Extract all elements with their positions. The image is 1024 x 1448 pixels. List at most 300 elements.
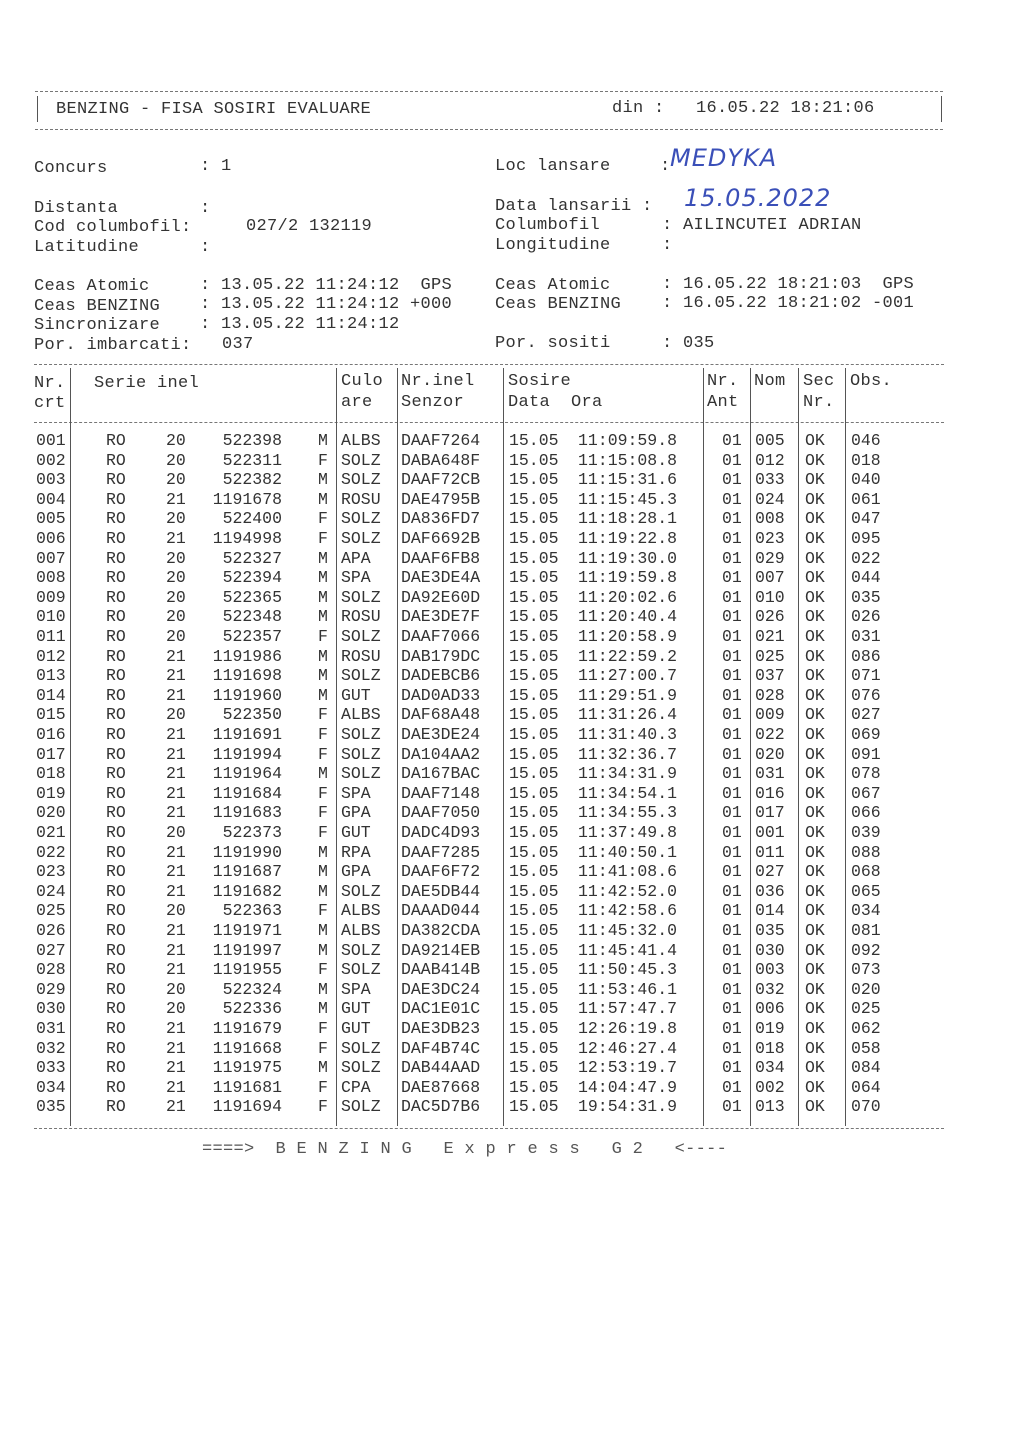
cell-sensor: DAF68A48 [401,705,481,725]
cell-ring: 522400 [222,509,282,529]
cell-ant: 01 [722,921,742,940]
longitudine-label: Longitudine [495,236,611,255]
cell-sex: M [318,548,328,568]
cell-ant: 01 [722,999,742,1019]
cell-date: 15.05 [509,568,559,588]
cell-sex: M [318,862,328,882]
cell-nom: 036 [755,881,785,901]
cell-ring: 522365 [222,587,282,607]
cell-year: 21 [166,1097,186,1117]
cell-country: RO [106,685,126,705]
cell-sec: OK [805,646,825,666]
cell-year: 20 [166,979,186,999]
cell-nom: 031 [755,764,785,784]
cell-nr: 022 [36,842,66,862]
cell-nom: 021 [755,627,785,646]
cell-sensor: DAB44AAD [401,1058,481,1078]
ceas-atomic-start-label: Ceas Atomic [34,277,150,296]
cell-ring: 1191694 [212,1097,282,1117]
cell-obs: 070 [851,1097,881,1117]
cell-time: 12:26:19.8 [578,1019,678,1038]
cell-sensor: DA382CDA [401,921,481,940]
col-sosire-2: Data Ora [508,393,603,412]
cell-ant: 01 [722,803,742,823]
cell-sec: OK [805,881,825,901]
cell-date: 15.05 [509,744,559,764]
cell-ring: 1191691 [212,725,282,744]
cell-sec: OK [805,725,825,744]
cell-ring: 1191960 [212,685,282,705]
cell-date: 15.05 [509,1038,559,1058]
distanta-label: Distanta [34,199,119,218]
cell-time: 11:20:58.9 [578,627,678,646]
cell-ant: 01 [722,979,742,999]
cell-sex: M [318,979,328,999]
cell-sensor: DAE87668 [401,1077,481,1097]
cell-year: 21 [166,764,186,784]
concurs-label: Concurs [34,159,108,178]
cell-color: ROSU [341,607,381,627]
cell-date: 15.05 [509,823,559,842]
cell-year: 20 [166,607,186,627]
cell-nom: 034 [755,1058,785,1078]
cell-sex: F [318,529,328,548]
cell-country: RO [106,783,126,803]
data-lansarii-label: Data lansarii : [495,197,653,216]
cell-color: SOLZ [341,940,381,960]
cell-year: 20 [166,509,186,529]
cell-country: RO [106,470,126,490]
cell-ring: 1191681 [212,1077,282,1097]
cell-time: 11:57:47.7 [578,999,678,1019]
cell-time: 11:31:40.3 [578,725,678,744]
cell-nom: 027 [755,862,785,882]
cell-color: SOLZ [341,627,381,646]
cell-country: RO [106,940,126,960]
table-bottom-rule [34,1128,944,1129]
cell-sec: OK [805,1038,825,1058]
ceas-benzing-start-label: Ceas BENZING [34,297,161,316]
cell-year: 21 [166,803,186,823]
cell-time: 11:34:55.3 [578,803,678,823]
cell-sec: OK [805,548,825,568]
sositi-value: : 035 [662,334,715,353]
cell-time: 11:40:50.1 [578,842,678,862]
cell-year: 21 [166,842,186,862]
cell-time: 12:53:19.7 [578,1058,678,1078]
cell-color: GUT [341,1019,371,1038]
cell-ring: 1191684 [212,783,282,803]
cell-ring: 522373 [222,823,282,842]
cell-ant: 01 [722,705,742,725]
columbofil-value: : AILINCUTEI ADRIAN [662,216,862,235]
cell-date: 15.05 [509,705,559,725]
cell-ant: 01 [722,960,742,980]
cell-nr: 001 [36,431,66,450]
cell-sec: OK [805,803,825,823]
cell-date: 15.05 [509,764,559,784]
cell-country: RO [106,529,126,548]
cell-obs: 066 [851,803,881,823]
cell-sec: OK [805,842,825,862]
cell-nr: 021 [36,823,66,842]
cell-country: RO [106,646,126,666]
cell-year: 20 [166,627,186,646]
sincronizare-value: : 13.05.22 11:24:12 [200,315,400,334]
cell-nom: 016 [755,783,785,803]
cell-year: 21 [166,921,186,940]
cell-ant: 01 [722,666,742,686]
cell-country: RO [106,431,126,450]
cell-nr: 011 [36,627,66,646]
cell-year: 21 [166,646,186,666]
cell-obs: 081 [851,921,881,940]
cell-obs: 084 [851,1058,881,1078]
cell-nom: 011 [755,842,785,862]
cod-value: 027/2 132119 [246,217,373,236]
cell-color: RPA [341,842,371,862]
cell-sensor: DA167BAC [401,764,481,784]
cell-sensor: DA836FD7 [401,509,481,529]
cell-year: 21 [166,1038,186,1058]
cell-time: 11:42:52.0 [578,881,678,901]
cell-sensor: DAAF7285 [401,842,481,862]
cell-nom: 022 [755,725,785,744]
cell-sensor: DAAF7148 [401,783,481,803]
cell-ant: 01 [722,529,742,548]
cell-nom: 020 [755,744,785,764]
cell-year: 20 [166,431,186,450]
cell-ant: 01 [722,1077,742,1097]
cell-ring: 1191682 [212,881,282,901]
cell-time: 11:20:40.4 [578,607,678,627]
cell-color: SOLZ [341,509,381,529]
cell-time: 11:45:32.0 [578,921,678,940]
cell-year: 21 [166,881,186,901]
col-sec-1: Sec [803,372,835,391]
cell-sensor: DADC4D93 [401,823,481,842]
cell-color: SPA [341,979,371,999]
cell-nr: 014 [36,685,66,705]
col-culoare-1: Culo [341,372,384,391]
cell-ant: 01 [722,646,742,666]
cell-date: 15.05 [509,803,559,823]
cell-nr: 033 [36,1058,66,1078]
cell-ring: 1191990 [212,842,282,862]
cell-sensor: DAAAD044 [401,901,481,921]
col-nrinel-2: Senzor [401,393,465,412]
cell-time: 11:27:00.7 [578,666,678,686]
cell-sec: OK [805,450,825,470]
cell-sec: OK [805,607,825,627]
cell-nom: 033 [755,470,785,490]
cell-date: 15.05 [509,1077,559,1097]
cell-time: 11:15:08.8 [578,450,678,470]
cell-country: RO [106,509,126,529]
ceas-benzing-end-value: : 16.05.22 18:21:02 -001 [662,294,915,313]
cell-country: RO [106,862,126,882]
cell-time: 11:15:31.6 [578,470,678,490]
imbarcati-label: Por. imbarcati: [34,336,192,355]
cell-nr: 004 [36,489,66,509]
cell-date: 15.05 [509,1097,559,1117]
cell-color: SOLZ [341,450,381,470]
cell-obs: 065 [851,881,881,901]
loc-value-handwritten: MEDYKA [670,144,778,172]
cell-sex: M [318,666,328,686]
cell-sec: OK [805,627,825,646]
cell-nom: 012 [755,450,785,470]
cell-date: 15.05 [509,450,559,470]
cell-date: 15.05 [509,921,559,940]
cell-ant: 01 [722,685,742,705]
cell-year: 21 [166,960,186,980]
cell-obs: 071 [851,666,881,686]
cell-country: RO [106,587,126,607]
sositi-label: Por. sositi [495,334,611,353]
cell-date: 15.05 [509,999,559,1019]
cell-nom: 037 [755,666,785,686]
cell-sensor: DABA648F [401,450,481,470]
cell-sensor: DA104AA2 [401,744,481,764]
cell-nr: 029 [36,979,66,999]
cell-sex: M [318,940,328,960]
cell-nom: 028 [755,685,785,705]
col-culoare-2: are [341,393,373,412]
cell-country: RO [106,450,126,470]
cell-sex: M [318,921,328,940]
title-box-right [941,96,942,122]
cell-sensor: DAB179DC [401,646,481,666]
cell-sex: F [318,450,328,470]
cell-nom: 032 [755,979,785,999]
data-lansarii-value-handwritten: 15.05.2022 [684,184,832,212]
table-column-divider [336,368,337,1126]
cell-sex: M [318,489,328,509]
cell-ring: 1191997 [212,940,282,960]
cell-nom: 030 [755,940,785,960]
cell-country: RO [106,744,126,764]
cell-color: SOLZ [341,587,381,607]
cell-sensor: DAC5D7B6 [401,1097,481,1117]
cell-nr: 005 [36,509,66,529]
cell-country: RO [106,725,126,744]
table-column-divider [503,368,504,1126]
cell-ring: 1191668 [212,1038,282,1058]
table-column-divider [845,368,846,1126]
cell-time: 11:53:46.1 [578,979,678,999]
cell-year: 20 [166,901,186,921]
ceas-benzing-end-label: Ceas BENZING [495,295,622,314]
cell-sex: M [318,764,328,784]
col-serie: Serie inel [94,374,200,393]
cell-nr: 034 [36,1077,66,1097]
cell-ring: 1191687 [212,862,282,882]
cell-ring: 522336 [222,999,282,1019]
cell-nr: 013 [36,666,66,686]
cell-year: 20 [166,587,186,607]
cell-sex: M [318,470,328,490]
cell-year: 20 [166,999,186,1019]
cell-sex: F [318,627,328,646]
cell-country: RO [106,803,126,823]
cell-ant: 01 [722,940,742,960]
cell-nr: 012 [36,646,66,666]
cell-time: 11:34:31.9 [578,764,678,784]
cell-sensor: DA92E60D [401,587,481,607]
cell-sec: OK [805,744,825,764]
latitudine-label: Latitudine [34,238,140,257]
cell-color: GPA [341,862,371,882]
cell-time: 11:20:02.6 [578,587,678,607]
cell-obs: 034 [851,901,881,921]
ceas-atomic-start-value: : 13.05.22 11:24:12 GPS [200,276,453,295]
cell-date: 15.05 [509,1058,559,1078]
cell-time: 11:29:51.9 [578,685,678,705]
cell-sec: OK [805,979,825,999]
cell-sensor: DAE5DB44 [401,881,481,901]
cell-ant: 01 [722,568,742,588]
cell-obs: 058 [851,1038,881,1058]
cell-ring: 1194998 [212,529,282,548]
cell-year: 21 [166,862,186,882]
table-column-divider [70,368,71,1126]
cell-sensor: DAF6692B [401,529,481,548]
ceas-atomic-end-value: : 16.05.22 18:21:03 GPS [662,275,915,294]
cell-sex: F [318,1077,328,1097]
cell-time: 11:19:30.0 [578,548,678,568]
cell-time: 11:22:59.2 [578,646,678,666]
cell-nr: 030 [36,999,66,1019]
cell-sex: F [318,960,328,980]
cell-color: APA [341,548,371,568]
cell-date: 15.05 [509,960,559,980]
cell-country: RO [106,1058,126,1078]
cell-nr: 003 [36,470,66,490]
cell-year: 20 [166,705,186,725]
cell-obs: 067 [851,783,881,803]
cell-time: 11:18:28.1 [578,509,678,529]
cell-date: 15.05 [509,842,559,862]
cell-time: 11:09:59.8 [578,431,678,450]
cell-ant: 01 [722,509,742,529]
cell-nom: 002 [755,1077,785,1097]
cell-date: 15.05 [509,489,559,509]
cell-ring: 1191679 [212,1019,282,1038]
cell-obs: 064 [851,1077,881,1097]
cell-ring: 522363 [222,901,282,921]
cell-sex: F [318,1019,328,1038]
cell-obs: 073 [851,960,881,980]
col-ant-2: Ant [707,393,739,412]
cell-obs: 095 [851,529,881,548]
cell-obs: 086 [851,646,881,666]
cell-nom: 029 [755,548,785,568]
cell-sex: M [318,881,328,901]
cell-color: SOLZ [341,1038,381,1058]
cell-country: RO [106,901,126,921]
cell-time: 11:15:45.3 [578,489,678,509]
cell-ant: 01 [722,725,742,744]
cell-ant: 01 [722,881,742,901]
cell-obs: 047 [851,509,881,529]
col-ant-1: Nr. [707,372,739,391]
sincronizare-label: Sincronizare [34,316,161,335]
cell-ant: 01 [722,431,742,450]
cell-color: GUT [341,999,371,1019]
cell-ant: 01 [722,842,742,862]
cell-sec: OK [805,666,825,686]
cell-time: 12:46:27.4 [578,1038,678,1058]
cell-ring: 522327 [222,548,282,568]
cell-time: 14:04:47.9 [578,1077,678,1097]
cell-year: 21 [166,1077,186,1097]
cell-date: 15.05 [509,979,559,999]
cell-obs: 069 [851,725,881,744]
cell-nr: 027 [36,940,66,960]
cell-sensor: DAAF6F72 [401,862,481,882]
cell-ant: 01 [722,489,742,509]
cell-color: ALBS [341,431,381,450]
cell-sensor: DAE4795B [401,489,481,509]
cell-ring: 522311 [222,450,282,470]
cell-obs: 076 [851,685,881,705]
cell-date: 15.05 [509,901,559,921]
cell-country: RO [106,1097,126,1117]
cell-sensor: DAE3DB23 [401,1019,481,1038]
cell-country: RO [106,999,126,1019]
cell-sex: M [318,646,328,666]
cell-sex: F [318,509,328,529]
cell-nr: 010 [36,607,66,627]
cell-obs: 020 [851,979,881,999]
cell-sex: F [318,901,328,921]
cell-nom: 017 [755,803,785,823]
col-obs: Obs. [850,372,893,391]
cell-year: 20 [166,548,186,568]
cell-date: 15.05 [509,509,559,529]
cell-sex: M [318,431,328,450]
cell-nom: 010 [755,587,785,607]
cell-nom: 008 [755,509,785,529]
cell-obs: 022 [851,548,881,568]
cell-time: 11:37:49.8 [578,823,678,842]
cell-time: 11:45:41.4 [578,940,678,960]
cell-sec: OK [805,999,825,1019]
cell-sensor: DAC1E01C [401,999,481,1019]
cell-sex: M [318,842,328,862]
cell-ant: 01 [722,1038,742,1058]
cell-obs: 044 [851,568,881,588]
cell-sec: OK [805,921,825,940]
cell-sensor: DAAF7066 [401,627,481,646]
cell-sex: F [318,1097,328,1117]
cell-ring: 1191683 [212,803,282,823]
cell-sec: OK [805,587,825,607]
cell-time: 11:32:36.7 [578,744,678,764]
cell-nom: 006 [755,999,785,1019]
cell-ant: 01 [722,1058,742,1078]
cell-ring: 1191698 [212,666,282,686]
cell-ant: 01 [722,470,742,490]
cell-sex: F [318,1038,328,1058]
cell-year: 21 [166,940,186,960]
title-box-top [35,91,943,92]
longitudine-value: : [662,236,673,255]
cell-time: 11:42:58.6 [578,901,678,921]
cell-sec: OK [805,705,825,725]
cell-nom: 007 [755,568,785,588]
